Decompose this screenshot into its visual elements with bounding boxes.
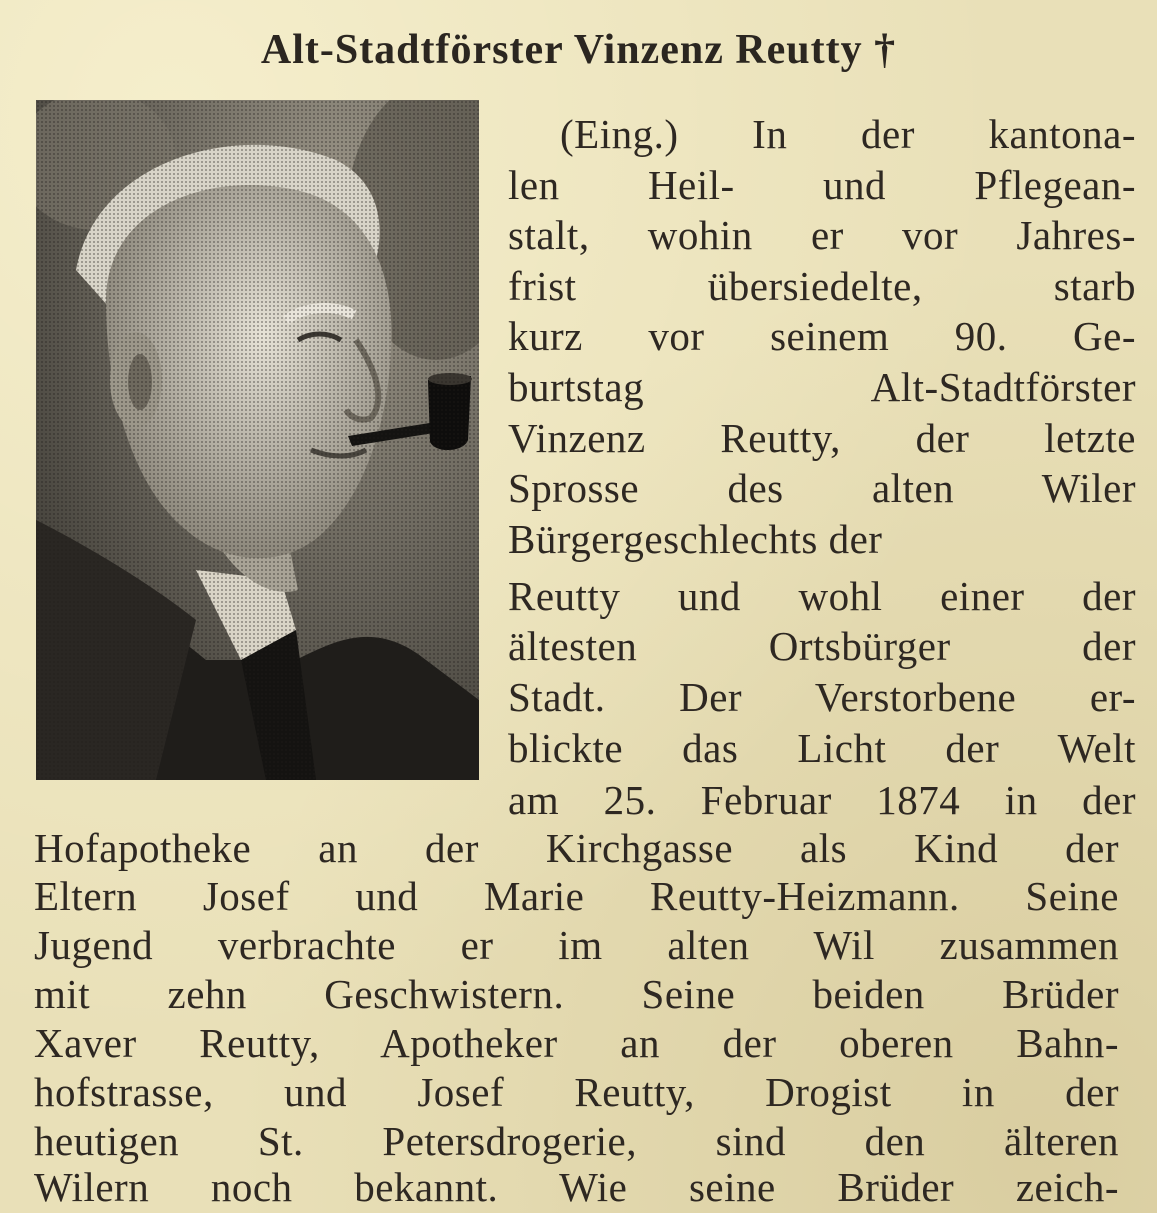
text-line: Bürgergeschlechts der [508,516,883,562]
text-line: frist übersiedelte, starb [508,263,1136,309]
text-line: len Heil- und Pflegean- [508,162,1136,208]
text-line: stalt, wohin er vor Jahres- [508,212,1136,258]
text-line: Jugend verbrachte er im alten Wil zusammen [34,922,1119,968]
text-line: Sprosse des alten Wiler [508,465,1136,511]
text-line: (Eing.) In der kantona- [560,111,1136,157]
text-line: mit zehn Geschwistern. Seine beiden Brüder [34,971,1119,1017]
text-line: heutigen St. Petersdrogerie, sind den älteren [34,1118,1119,1164]
text-line: am 25. Februar 1874 in der [508,777,1136,823]
portrait-photo [36,100,479,780]
text-line: Stadt. Der Verstorbene er- [508,674,1136,720]
text-line: Reutty und wohl einer der [508,573,1136,619]
text-line: Xaver Reutty, Apotheker an der oberen Bahn- [34,1020,1119,1066]
text-line: Vinzenz Reutty, der letzte [508,415,1136,461]
portrait-illustration [36,100,479,780]
text-line: Eltern Josef und Marie Reutty-Heizmann. Seine [34,873,1119,919]
text-line: Hofapotheke an der Kirchgasse als Kind der [34,825,1119,871]
article-title: Alt-Stadtförster Vinzenz Reutty † [260,27,897,73]
text-line: blickte das Licht der Welt [508,725,1136,771]
text-line: Wilern noch bekannt. Wie seine Brüder zeich- [34,1164,1119,1210]
text-line: ältesten Ortsbürger der [508,623,1136,669]
text-line: hofstrasse, und Josef Reutty, Drogist in der [34,1069,1119,1115]
text-line: burtstag Alt-Stadtförster [508,364,1136,410]
text-line: kurz vor seinem 90. Ge- [508,313,1136,359]
